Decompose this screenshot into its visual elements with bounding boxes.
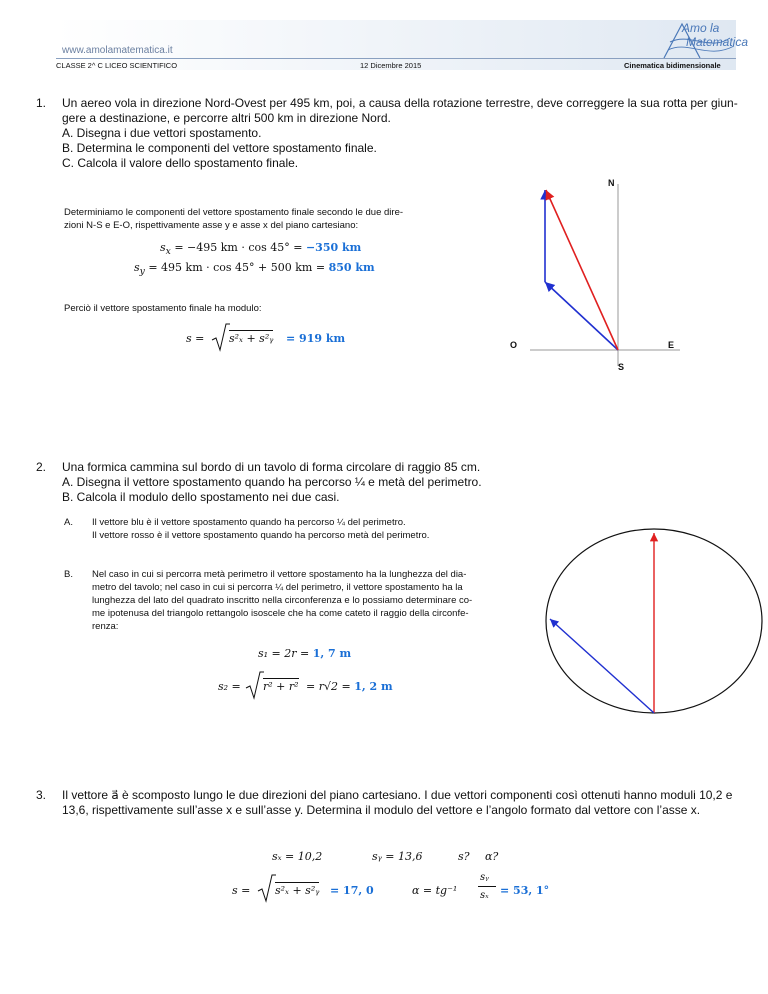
answer2a-line2: Il vettore rosso è il vettore spostamento quando ha percorso metà del perimetro. xyxy=(92,530,430,541)
problem3-line2: 13,6, rispettivamente sull’asse x e sull’asse y. Determina il modulo del vettore e l’angolo formato dal vettore con l’asse x. xyxy=(62,803,701,817)
eq-s-radicand: s²ₓ + s²ᵧ xyxy=(229,332,274,345)
eq3-alpha-denominator: sₓ xyxy=(480,890,489,901)
header-topic: Cinematica bidimensionale xyxy=(624,61,721,70)
problem1-c: C. Calcola il valore dello spostamento finale. xyxy=(62,156,299,170)
header-class: CLASSE 2^ C LICEO SCIENTIFICO xyxy=(56,61,178,70)
eq-sx-body: = −495 km · cos 45° = xyxy=(170,241,306,254)
problem1-a: A. Disegna i due vettori spostamento. xyxy=(62,126,262,140)
problem1-modulo: Perciò il vettore spostamento finale ha modulo: xyxy=(64,303,262,314)
equation-s1 xyxy=(186,332,204,345)
problem1-text xyxy=(62,96,742,171)
problem3-line1: Il vettore a⃗ è scomposto lungo le due direzioni del piano cartesiano. I due vettori componenti così ottenuti hanno moduli 10,2 e xyxy=(62,788,733,802)
eq-sx-sub: x xyxy=(165,246,171,258)
eq-s2-mid: = r√2 = xyxy=(306,680,355,693)
eq3-s-radicand: s²ₓ + s²ᵧ xyxy=(275,884,320,897)
vector-diagram xyxy=(490,176,690,376)
vector-northwest xyxy=(545,282,618,350)
site-url: www.amolamatematica.it xyxy=(62,45,173,56)
problem2-text xyxy=(62,460,722,505)
label-west: O xyxy=(510,340,518,350)
eq-sy-result: 850 km xyxy=(328,261,375,274)
ask-alpha: α? xyxy=(485,850,499,863)
eq-sx-symbol: s xyxy=(160,241,166,254)
label-south: S xyxy=(618,362,625,372)
sqrt-sign-icon xyxy=(210,322,230,352)
answer2b-line5: renza: xyxy=(92,621,119,632)
problem3-text xyxy=(62,788,752,818)
problem1-b: B. Determina le componenti del vettore spostamento finale. xyxy=(62,141,377,155)
problem2-line1: Una formica cammina sul bordo di un tavolo di forma circolare di raggio 85 cm. xyxy=(62,460,481,474)
problem3-number: 3. xyxy=(36,788,47,802)
problem1-intro xyxy=(64,206,464,232)
eq-sy-symbol: s xyxy=(134,261,140,274)
sqrt-sign-icon xyxy=(256,873,276,903)
fraction-bar xyxy=(478,886,496,887)
eq-s-left: s = xyxy=(186,332,205,345)
answer2b-text xyxy=(92,568,522,633)
eq3-alpha-result: = 53, 1° xyxy=(500,884,550,897)
equation-s1-circle xyxy=(258,647,351,660)
problem2-number: 2. xyxy=(36,460,47,474)
label-north: N xyxy=(608,178,615,188)
circle-diagram xyxy=(540,525,768,717)
eq-s2-result: 1, 2 m xyxy=(354,680,393,693)
answer2b-line2: metro del tavolo; nel caso in cui si percorra ¼ del perimetro, il vettore spostamento ha la xyxy=(92,582,463,593)
eq3-alpha-left: α = tg⁻¹ xyxy=(412,884,458,897)
eq-sy-sub: y xyxy=(139,266,145,278)
answer2b-label: B. xyxy=(64,569,73,580)
eq-s1-result: 1, 7 m xyxy=(312,647,352,660)
sqrt-sign-icon xyxy=(244,670,264,700)
answer2b-line1: Nel caso in cui si percorra metà perimetro il vettore spostamento ha la lunghezza del dia- xyxy=(92,569,467,580)
given-sy: sᵧ = 13,6 xyxy=(372,850,423,863)
vector-quarter-perimeter xyxy=(550,619,654,713)
equation-sy xyxy=(134,261,375,277)
answer2b-line4: me ipotenusa del triangolo rettangolo isoscele che ha come cateto il raggio della circonfe- xyxy=(92,608,469,619)
header-divider xyxy=(56,58,736,59)
eq-s1-body: s₁ = 2r = xyxy=(258,647,313,660)
answer2a-line1: Il vettore blu è il vettore spostamento quando ha percorso ¼ del perimetro. xyxy=(92,517,406,528)
answer2a-text xyxy=(92,516,512,542)
vector-resultant xyxy=(546,190,618,350)
eq3-s-result: = 17, 0 xyxy=(330,884,374,897)
ask-s: s? xyxy=(458,850,470,863)
eq3-s-left: s = xyxy=(232,884,251,897)
problem1-number: 1. xyxy=(36,96,47,110)
problem1-intro-line1: Determiniamo le componenti del vettore spostamento finale secondo le due dire- xyxy=(64,207,404,218)
eq-sx-result: −350 km xyxy=(305,241,362,254)
given-sx: sₓ = 10,2 xyxy=(272,850,323,863)
problem2-a: A. Disegna il vettore spostamento quando ha percorso ¼ e metà del perimetro. xyxy=(62,475,482,489)
label-east: E xyxy=(668,340,675,350)
answer2b-line3: lunghezza del lato del quadrato inscritto nella circonferenza e lo possiamo determinare co- xyxy=(92,595,473,606)
eq-sy-body: = 495 km · cos 45° + 500 km = xyxy=(144,261,329,274)
problem1-intro-line2: zioni N-S e E-O, rispettivamente asse y e asse x del piano cartesiano: xyxy=(64,220,359,231)
header-date: 12 Dicembre 2015 xyxy=(360,61,422,70)
eq-s2-left: s₂ = xyxy=(218,680,241,693)
problem1-line1: Un aereo vola in direzione Nord-Ovest per 495 km, poi, a causa della rotazione terrestre, deve correggere la sua rotta per giun- xyxy=(62,96,738,110)
logo-text-line1: Amo la xyxy=(682,21,720,35)
logo-text-line2: Matematica xyxy=(686,35,749,49)
equation-sx xyxy=(160,241,361,257)
eq3-alpha-numerator: sᵧ xyxy=(480,872,489,883)
problem1-line2: gere a destinazione, e percorre altri 500 km in direzione Nord. xyxy=(62,111,391,125)
eq-s2-radicand: r² + r² xyxy=(263,680,299,693)
eq-s-result: = 919 km xyxy=(286,332,346,345)
problem2-b: B. Calcola il modulo dello spostamento nei due casi. xyxy=(62,490,340,504)
eq-s2-middle xyxy=(306,680,393,693)
answer2a-label: A. xyxy=(64,517,73,528)
